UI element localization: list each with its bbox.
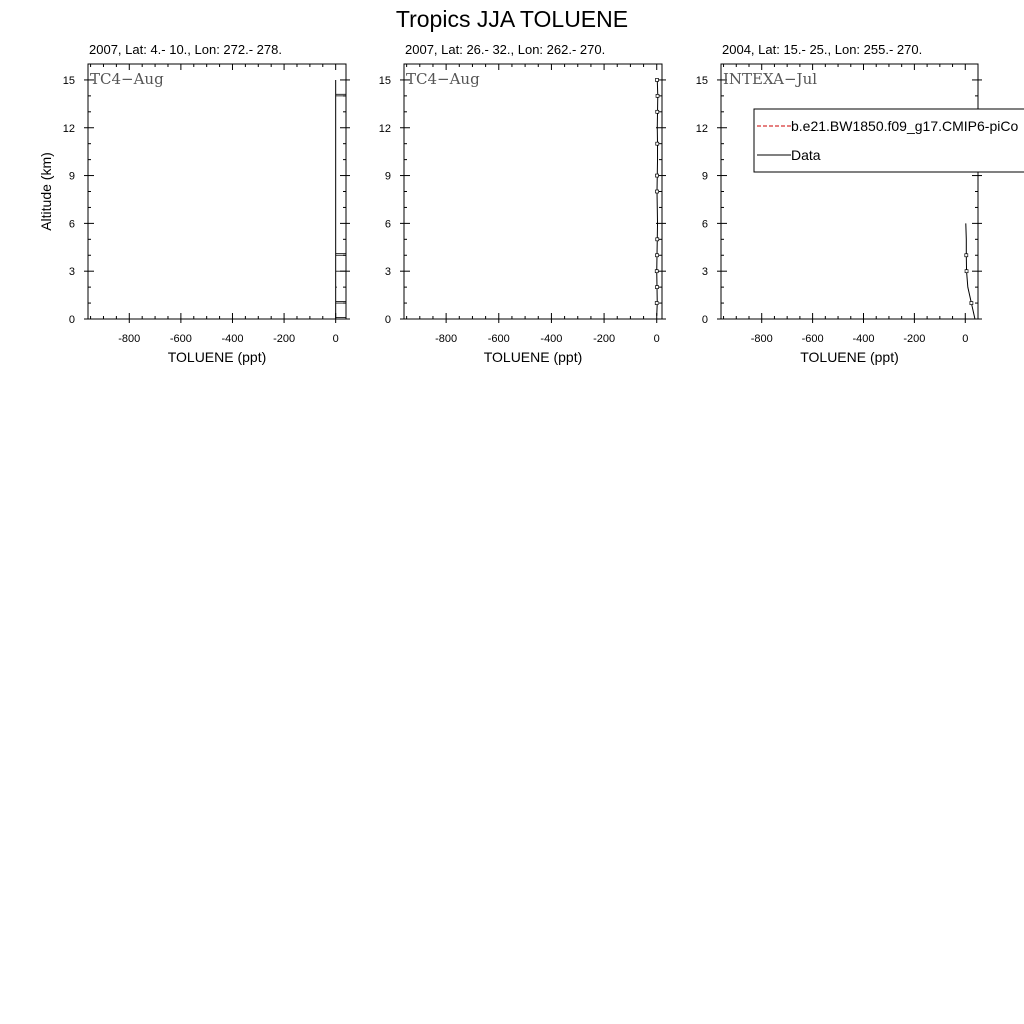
x-tick-label: 0	[653, 333, 660, 345]
plot-frame	[721, 64, 978, 319]
campaign-label: INTEXA−Jul	[723, 70, 818, 88]
y-tick-label: 15	[378, 74, 391, 87]
x-tick-label: -600	[169, 333, 192, 345]
x-tick-label: -400	[540, 333, 563, 345]
x-tick-label: -400	[221, 333, 244, 345]
y-tick-label: 15	[62, 74, 75, 87]
chart-panels	[38, 42, 982, 365]
y-tick-label: 9	[701, 170, 708, 183]
data-point-marker	[965, 270, 968, 273]
x-axis-label: TOLUENE (ppt)	[800, 349, 899, 365]
x-tick-label: -800	[118, 333, 141, 345]
legend-label: Data	[791, 147, 821, 163]
y-tick-label: 0	[384, 314, 391, 326]
x-tick-label: -800	[750, 333, 773, 345]
y-tick-label: 3	[384, 266, 391, 279]
y-tick-label: 3	[68, 266, 75, 279]
data-point-marker	[655, 174, 658, 177]
y-tick-label: 12	[62, 122, 75, 135]
campaign-label: TC4−Aug	[406, 70, 480, 88]
y-tick-label: 15	[695, 74, 708, 87]
y-tick-label: 12	[378, 122, 391, 135]
data-point-marker	[655, 190, 658, 193]
data-point-marker	[970, 302, 973, 305]
x-axis-label: TOLUENE (ppt)	[167, 349, 267, 365]
data-point-marker	[655, 302, 658, 305]
y-tick-label: 0	[68, 314, 75, 326]
legend	[754, 109, 1024, 172]
x-tick-label: 0	[962, 333, 969, 345]
data-point-marker	[965, 254, 968, 257]
plot-frame	[404, 64, 662, 319]
y-tick-label: 9	[384, 170, 391, 183]
x-tick-label: 0	[332, 333, 339, 345]
y-tick-label: 6	[701, 218, 708, 231]
chart-title: Tropics JJA TOLUENE	[395, 6, 629, 32]
x-tick-label: -600	[801, 333, 824, 345]
series-line-data	[657, 80, 658, 316]
panel-subtitle: 2004, Lat: 15.- 25., Lon: 255.- 270.	[722, 42, 923, 57]
y-tick-label: 6	[68, 218, 75, 231]
panel-3	[696, 42, 982, 365]
y-tick-label: 6	[384, 218, 391, 231]
panel-2	[379, 42, 666, 365]
panel-1	[38, 42, 350, 365]
panel-subtitle: 2007, Lat: 26.- 32., Lon: 262.- 270.	[405, 42, 606, 57]
campaign-label: TC4−Aug	[90, 70, 164, 88]
x-tick-label: -800	[435, 333, 458, 345]
data-point-marker	[656, 238, 659, 241]
y-tick-label: 12	[695, 122, 708, 135]
x-tick-label: -200	[593, 333, 616, 345]
y-tick-label: 0	[701, 314, 708, 326]
x-tick-label: -600	[487, 333, 510, 345]
y-tick-label: 3	[701, 266, 708, 279]
data-point-marker	[655, 254, 658, 257]
data-point-marker	[656, 142, 659, 145]
x-tick-label: -200	[903, 333, 926, 345]
legend-label: b.e21.BW1850.f09_g17.CMIP6-piCo	[791, 118, 1019, 134]
x-axis-label: TOLUENE (ppt)	[483, 349, 583, 365]
plot-frame	[88, 64, 346, 319]
data-point-marker	[655, 78, 658, 81]
data-point-marker	[655, 286, 658, 289]
y-tick-label: 9	[68, 170, 75, 183]
y-axis-label: Altitude (km)	[38, 152, 54, 231]
x-tick-label: -200	[273, 333, 296, 345]
x-tick-label: -400	[852, 333, 875, 345]
data-point-marker	[656, 94, 659, 97]
data-point-marker	[656, 110, 659, 113]
data-point-marker	[655, 270, 658, 273]
panel-subtitle: 2007, Lat: 4.- 10., Lon: 272.- 278.	[89, 42, 282, 57]
